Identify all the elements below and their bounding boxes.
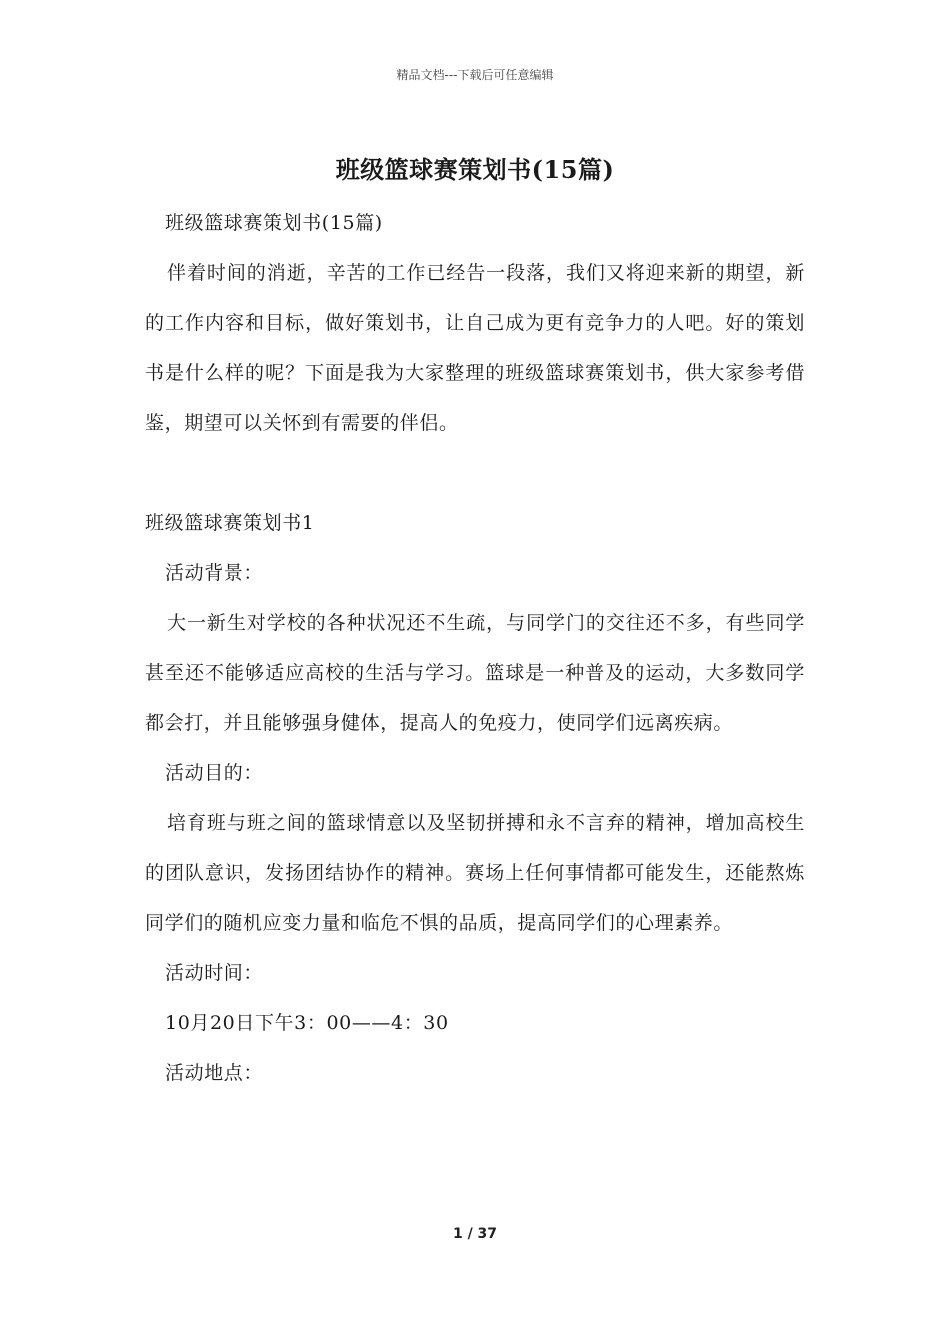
page-number: 1 / 37: [452, 1226, 498, 1242]
location-label: 活动地点：: [165, 1062, 264, 1084]
subtitle: 班级篮球赛策划书(15篇): [165, 212, 383, 234]
background-label: 活动背景：: [165, 562, 264, 584]
blank-line: [145, 448, 805, 498]
background-paragraph: 大一新生对学校的各种状况还不生疏，与同学门的交往还不多，有些同学甚至还不能够适应高校的生活与学习。篮球是一种普及的运动，大多数同学都会打，并且能够强身健体，提高人的免疫力，使同学们远离疾病。: [145, 612, 805, 734]
time-label: 活动时间：: [165, 962, 264, 984]
intro-paragraph: 伴着时间的消逝，辛苦的工作已经告一段落，我们又将迎来新的期望，新的工作内容和目标，做好策划书，让自己成为更有竞争力的人吧。好的策划书是什么样的呢？下面是我为大家整理的班级篮球赛策划书，供大家参考借鉴，期望可以关怀到有需要的伴侣。: [145, 262, 805, 434]
purpose-label: 活动目的：: [165, 762, 264, 784]
document-body: [145, 198, 805, 1098]
document-title: 班级篮球赛策划书(15篇): [335, 155, 615, 184]
time-text: 10月20日下午3：00——4：30: [165, 1012, 449, 1034]
section-title: 班级篮球赛策划书1: [145, 512, 315, 534]
purpose-paragraph: 培育班与班之间的篮球情意以及坚韧拼搏和永不言弃的精神，增加高校生的团队意识，发扬团结协作的精神。赛场上任何事情都可能发生，还能熬炼同学们的随机应变力量和临危不惧的品质，提高同学们的心理素养。: [145, 812, 805, 934]
page-header: 精品文档---下载后可任意编辑: [396, 68, 554, 82]
